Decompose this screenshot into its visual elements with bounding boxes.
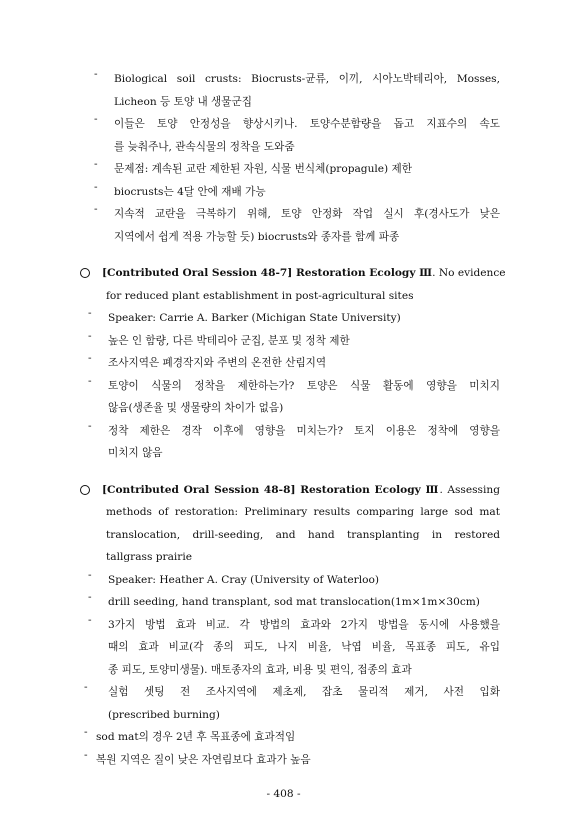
list-item-text: 실험 셋팅 전 조사지역에 제초제, 잡초 물리적 제거, 사전 입화 xyxy=(108,686,500,698)
bullet-dash: - xyxy=(88,591,92,603)
bullet-dash: - xyxy=(84,726,88,738)
bullet-dash: - xyxy=(84,681,88,693)
list-item-text-cont: 를 늦춰주나, 관속식물의 정착을 도와줌 xyxy=(114,140,295,153)
session-title-rest: . Assessing xyxy=(439,483,500,496)
bullet-dash: - xyxy=(88,352,92,364)
list-item xyxy=(94,158,500,181)
list-item xyxy=(84,681,500,726)
list-item-text-cont: Licheon 등 토양 내 생물군집 xyxy=(114,95,252,108)
list-item xyxy=(84,726,500,749)
bullet-dash: - xyxy=(94,203,98,215)
bullet-dash: - xyxy=(94,68,98,80)
list-item-text-cont: 미치지 않음 xyxy=(108,447,163,459)
list-item-text: 토양이 식물의 정착을 제한하는가? 토양은 식물 활동에 영향을 미치지 xyxy=(108,379,500,392)
list-item xyxy=(88,307,500,330)
list-item-text-cont: (prescribed burning) xyxy=(108,708,220,721)
list-item-text: drill seeding, hand transplant, sod mat translocation(1m×1m×30cm) xyxy=(108,596,480,608)
list-item xyxy=(88,352,500,375)
bullet-dash: - xyxy=(88,613,92,626)
page-number: - 408 - xyxy=(266,788,301,800)
list-item xyxy=(84,749,500,772)
bullet-dash: - xyxy=(88,568,92,581)
list-item-text: 높은 인 함량, 다른 박테리아 군집, 분포 및 정착 제한 xyxy=(108,334,350,347)
bullet-dash: - xyxy=(94,180,98,193)
list-item-text: sod mat의 경우 2년 후 목표종에 효과적임 xyxy=(96,731,296,743)
list-item xyxy=(88,591,500,614)
list-item-text: Biological soil crusts: Biocrusts-균류, 이끼, 시아노박테리아, Mosses, xyxy=(114,73,500,85)
list-item xyxy=(88,330,500,353)
page-content xyxy=(82,68,506,771)
session-heading xyxy=(80,479,500,569)
list-item-text: biocrusts는 4달 안에 재배 가능 xyxy=(114,185,266,198)
list-item-text: 문제점: 계속된 교란 제한된 자원, 식물 번식체(propagule) 제한 xyxy=(114,163,413,175)
bullet-dash: - xyxy=(88,329,92,342)
list-item-text: 정착 제한은 경작 이후에 영향을 미치는가? 토지 이용은 정착에 영향을 xyxy=(108,424,500,437)
list-item xyxy=(88,569,500,592)
list-item xyxy=(88,614,500,682)
circle-bullet-icon xyxy=(80,268,90,278)
bullet-dash: - xyxy=(94,113,98,125)
list-item-text-cont: 않음(생존율 및 생물량의 차이가 없음) xyxy=(108,402,284,414)
list-item xyxy=(94,203,500,248)
list-item-text-cont: 종 피도, 토양미생물). 매토종자의 효과, 비용 및 편익, 접종의 효과 xyxy=(108,663,412,676)
list-item-text: Speaker: Carrie A. Barker (Michigan State University) xyxy=(108,312,401,324)
list-item-text: 지속적 교란을 극복하기 위해, 토양 안정화 작업 실시 후(경사도가 낮은 xyxy=(114,208,500,220)
list-item-text-cont: 때의 효과 비교(각 종의 피도, 나지 비율, 낙엽 비율, 목표종 피도, 유입 xyxy=(108,641,500,653)
session-title-rest: . No evidence xyxy=(432,267,506,279)
list-item-text-cont: 지역에서 쉽게 적용 가능할 듯) biocrusts와 종자를 함께 파종 xyxy=(114,230,400,243)
session-title: [Contributed Oral Session 48-8] Restoration Ecology Ⅲ xyxy=(102,483,440,496)
list-item-text: Speaker: Heather A. Cray (University of Waterloo) xyxy=(108,573,379,586)
list-item-text: 복원 지역은 질이 낮은 자연림보다 효과가 높음 xyxy=(96,753,311,766)
list-item xyxy=(94,181,500,204)
session-title: [Contributed Oral Session 48-7] Restoration Ecology Ⅲ xyxy=(102,267,433,279)
list-item xyxy=(88,420,500,465)
session-title-cont: for reduced plant establishment in post-agricultural sites xyxy=(106,289,414,302)
list-item xyxy=(88,375,500,420)
bullet-dash: - xyxy=(88,307,92,319)
bullet-dash: - xyxy=(94,158,98,170)
session-title-cont: methods of restoration: Preliminary results comparing large sod mat xyxy=(106,506,500,518)
list-item xyxy=(94,113,500,158)
list-item-text: 3가지 방법 효과 비교. 각 방법의 효과와 2가지 방법을 동시에 사용했을 xyxy=(108,618,500,631)
session-title-cont: tallgrass prairie xyxy=(106,551,193,563)
list-item xyxy=(94,68,500,113)
session-title-cont: translocation, drill-seeding, and hand transplanting in restored xyxy=(106,528,500,541)
list-item-text: 이들은 토양 안정성을 향상시키나. 토양수분함량을 돕고 지표수의 속도 xyxy=(114,118,500,130)
circle-bullet-icon xyxy=(80,485,90,495)
bullet-dash: - xyxy=(84,748,88,761)
bullet-dash: - xyxy=(88,374,92,387)
bullet-dash: - xyxy=(88,419,92,432)
session-heading xyxy=(80,262,506,307)
list-item-text: 조사지역은 폐경작지와 주변의 온전한 산림지역 xyxy=(108,357,327,369)
